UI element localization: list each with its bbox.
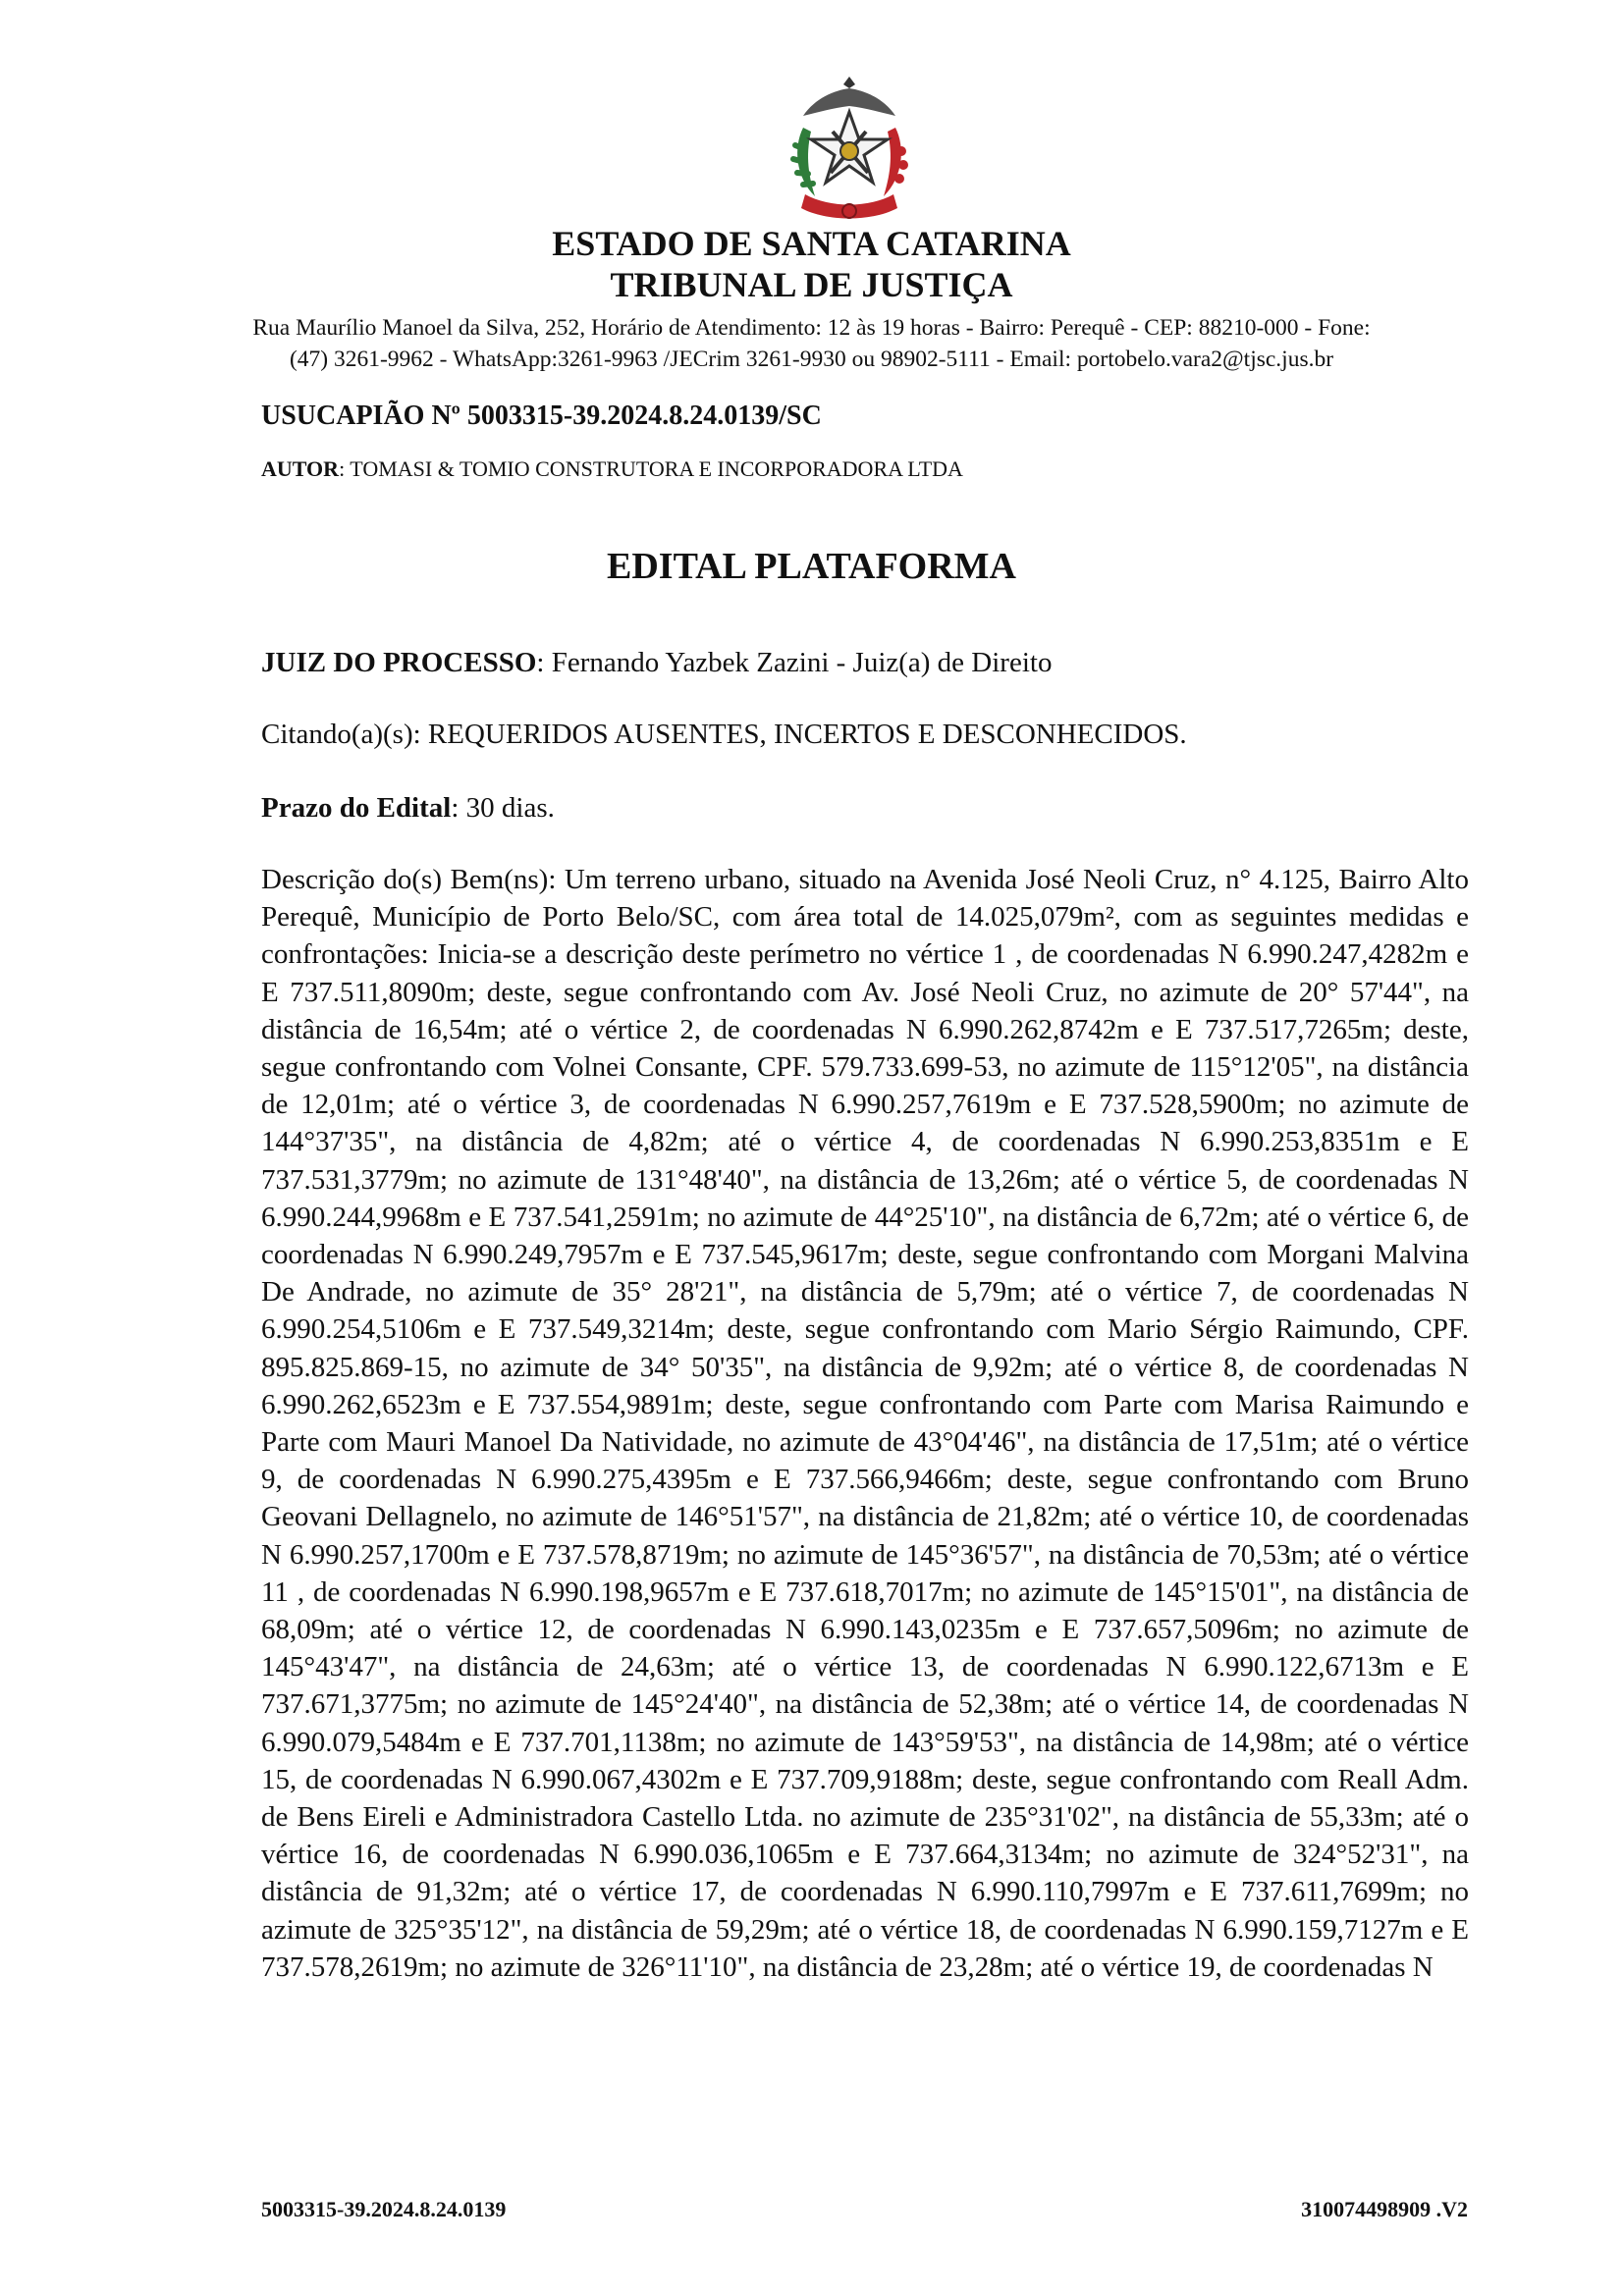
state-coat-of-arms-icon — [776, 69, 923, 226]
author-label: AUTOR — [261, 456, 340, 481]
judge-value: : Fernando Yazbek Zazini - Juiz(a) de Direito — [536, 647, 1053, 678]
judge-field — [261, 645, 1052, 680]
cited-parties: Citando(a)(s): REQUERIDOS AUSENTES, INCERTOS E DESCONHECIDOS. — [261, 719, 1187, 750]
footer-document-id: 310074498909 .V2 — [1301, 2197, 1468, 2221]
case-number: USUCAPIÃO Nº 5003315-39.2024.8.24.0139/SC — [261, 400, 822, 431]
address-line-2: (47) 3261-9962 - WhatsApp:3261-9963 /JECrim 3261-9930 ou 98902-5111 - Email: portobelo.vara2@tjsc.jus.br — [289, 347, 1334, 372]
court-address — [245, 312, 1378, 375]
deadline-field — [261, 790, 555, 826]
footer-case-number: 5003315-39.2024.8.24.0139 — [261, 2197, 507, 2221]
property-description: Descrição do(s) Bem(ns): Um terreno urbano, situado na Avenida José Neoli Cruz, n° 4.125, Bairro Alto Perequê, Município de Porto Belo/SC, com área total de 14.025,079m², com as seguintes medidas e confrontações: Inicia-se a descrição deste perímetro no vértice 1 , de coordenadas N 6.990.247,4282m e E 737.511,8090m; deste, segue confrontando com Av. José Neoli Cruz, no azimute de 20° 57'44", na distância de 16,54m; até o vértice 2, de coordenadas N 6.990.262,8742m e E 737.517,7265m; deste, segue confrontando com Volnei Consante, CPF. 579.733.699-53, no azimute de 115°12'05", na distância de 12,01m; até o vértice 3, de coordenadas N 6.990.257,7619m e E 737.528,5900m; no azimute de 144°37'35", na distância de 4,82m; até o vértice 4, de coordenadas N 6.990.253,8351m e E 737.531,3779m; no azimute de 131°48'40", na distância de 13,26m; até o vértice 5, de coordenadas N 6.990.244,9968m e E 737.541,2591m; no azimute de 44°25'10", na distância de 6,72m; até o vértice 6, de coordenadas N 6.990.249,7957m e E 737.545,9617m; deste, segue confrontando com Morgani Malvina De Andrade, no azimute de 35° 28'21", na distância de 5,79m; até o vértice 7, de coordenadas N 6.990.254,5106m e E 737.549,3214m; deste, segue confrontando com Mario Sérgio Raimundo, CPF. 895.825.869-15, no azimute de 34° 50'35", na distância de 9,92m; até o vértice 8, de coordenadas N 6.990.262,6523m e E 737.554,9891m; deste, segue confrontando com Parte com Marisa Raimundo e Parte com Mauri Manoel Da Natividade, no azimute de 43°04'46", na distância de 17,51m; até o vértice 9, de coordenadas N 6.990.275,4395m e E 737.566,9466m; deste, segue confrontando com Bruno Geovani Dellagnelo, no azimute de 146°51'57", na distância de 21,82m; até o vértice 10, de coordenadas N 6.990.257,1700m e E 737.578,8719m; no azimute de 145°36'57", na distância de 70,53m; até o vértice 11 , de coordenadas N 6.990.198,9657m e E 737.618,7017m; no azimute de 145°15'01", na distância de 68,09m; até o vértice 12, de coordenadas N 6.990.143,0235m e E 737.657,5096m; no azimute de 145°43'47", na distância de 24,63m; até o vértice 13, de coordenadas N 6.990.122,6713m e E 737.671,3775m; no azimute de 145°24'40", na distância de 52,38m; até o vértice 14, de coordenadas N 6.990.079,5484m e E 737.701,1138m; no azimute de 143°59'53", na distância de 14,98m; até o vértice 15, de coordenadas N 6.990.067,4302m e E 737.709,9188m; deste, segue confrontando com Reall Adm. de Bens Eireli e Administradora Castello Ltda. no azimute de 235°31'02", na distância de 55,33m; até o vértice 16, de coordenadas N 6.990.036,1065m e E 737.664,3134m; no azimute de 324°52'31", na distância de 91,32m; até o vértice 17, de coordenadas N 6.990.110,7997m e E 737.611,7699m; no azimute de 325°35'12", na distância de 59,29m; até o vértice 18, de coordenadas N 6.990.159,7127m e E 737.578,2619m; no azimute de 326°11'10", na distância de 23,28m; até o vértice 19, de coordenadas N — [261, 864, 1469, 1983]
document-title: EDITAL PLATAFORMA — [607, 546, 1016, 587]
deadline-value: : 30 dias. — [451, 792, 555, 824]
case-author — [261, 456, 963, 482]
address-line-1: Rua Maurílio Manoel da Silva, 252, Horário de Atendimento: 12 às 19 horas - Bairro: Perequê - CEP: 88210-000 - Fone: — [252, 315, 1371, 341]
state-name-heading: ESTADO DE SANTA CATARINA — [552, 224, 1071, 263]
court-name-heading: TRIBUNAL DE JUSTIÇA — [610, 265, 1013, 304]
author-value: : TOMASI & TOMIO CONSTRUTORA E INCORPORADORA LTDA — [339, 456, 963, 481]
judge-label: JUIZ DO PROCESSO — [261, 647, 537, 678]
deadline-label: Prazo do Edital — [261, 792, 452, 824]
